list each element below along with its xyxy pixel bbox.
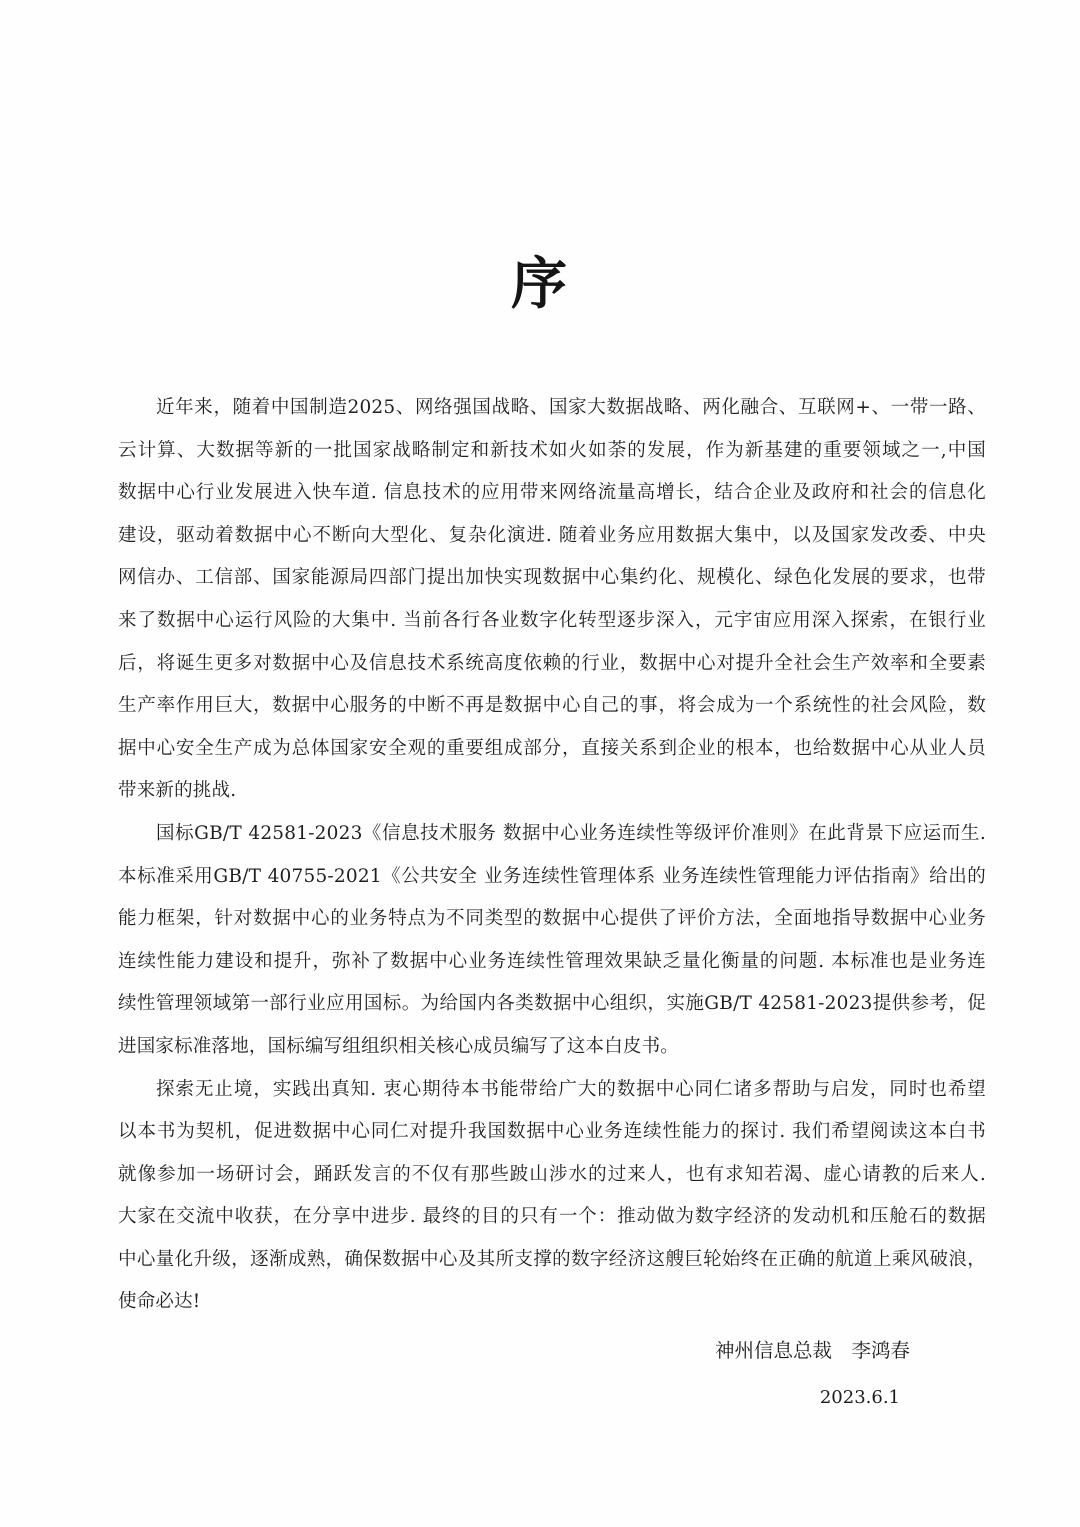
text-line: 探索无止境，实践出真知. 衷心期待本书能带给广大的数据中心同仁诸多帮助与启发，同时也希望: [156, 1078, 986, 1100]
text-line: 来了数据中心运行风险的大集中. 当前各行各业数字化转型逐步深入，元宇宙应用深入探索，在银行业: [118, 609, 986, 631]
text-line: 生产率作用巨大，数据中心服务的中断不再是数据中心自己的事，将会成为一个系统性的社会风险，数: [118, 695, 986, 717]
text-line: 以本书为契机，促进数据中心同仁对提升我国数据中心业务连续性能力的探讨. 我们希望阅读这本白书: [118, 1121, 986, 1143]
paragraph-3: [118, 1069, 986, 1325]
text-line: 进国家标准落地，国标编写组组织相关核心成员编写了这本白皮书。: [118, 1035, 680, 1057]
text-line: 网信办、工信部、国家能源局四部门提出加快实现数据中心集约化、规模化、绿色化发展的要求，也带: [118, 567, 986, 589]
text-line: 中心量化升级，逐渐成熟，确保数据中心及其所支撑的数字经济这艘巨轮始终在正确的航道上乘风破浪，: [118, 1248, 986, 1270]
paragraph-2: [118, 813, 986, 1069]
text-line: 云计算、大数据等新的一批国家战略制定和新技术如火如荼的发展，作为新基建的重要领域之一,中国: [118, 439, 986, 461]
text-line: 能力框架，针对数据中心的业务特点为不同类型的数据中心提供了评价方法，全面地指导数据中心业务: [118, 908, 986, 930]
text-line: 使命必达!: [118, 1291, 201, 1313]
preface-body: [118, 387, 986, 1324]
text-line: 带来新的挑战.: [118, 780, 237, 802]
text-line: 连续性能力建设和提升，弥补了数据中心业务连续性管理效果缺乏量化衡量的问题. 本标准也是业务连: [118, 950, 986, 972]
paragraph-1: [118, 387, 986, 813]
text-line: 国标GB/T 42581-2023《信息技术服务 数据中心业务连续性等级评价准则》在此背景下应运而生.: [156, 822, 986, 844]
page-title: 序: [511, 251, 569, 317]
signature-author: 神州信息总裁 李鸿春: [714, 1339, 910, 1362]
text-line: 续性管理领域第一部行业应用国标。为给国内各类数据中心组织，实施GB/T 42581-2023提供参考，促: [118, 993, 986, 1015]
text-line: 就像参加一场研讨会，踊跃发言的不仅有那些跛山涉水的过来人，也有求知若渴、虚心请教的后来人.: [118, 1163, 986, 1185]
text-line: 本标准采用GB/T 40755-2021《公共安全 业务连续性管理体系 业务连续性管理能力评估指南》给出的: [118, 865, 986, 887]
text-line: 后，将诞生更多对数据中心及信息技术系统高度依赖的行业，数据中心对提升全社会生产效率和全要素: [118, 652, 986, 674]
text-line: 据中心安全生产成为总体国家安全观的重要组成部分，直接关系到企业的根本，也给数据中心从业人员: [118, 737, 986, 759]
text-line: 数据中心行业发展进入快车道. 信息技术的应用带来网络流量高增长，结合企业及政府和社会的信息化: [118, 482, 986, 504]
signature-date: 2023.6.1: [819, 1387, 900, 1408]
text-line: 大家在交流中收获，在分享中进步. 最终的目的只有一个：推动做为数字经济的发动机和压舱石的数据: [118, 1206, 986, 1228]
text-line: 近年来，随着中国制造2025、网络强国战略、国家大数据战略、两化融合、互联网+、一带一路、: [156, 397, 986, 418]
text-line: 建设，驱动着数据中心不断向大型化、复杂化演进. 随着业务应用数据大集中，以及国家发改委、中央: [118, 524, 986, 546]
